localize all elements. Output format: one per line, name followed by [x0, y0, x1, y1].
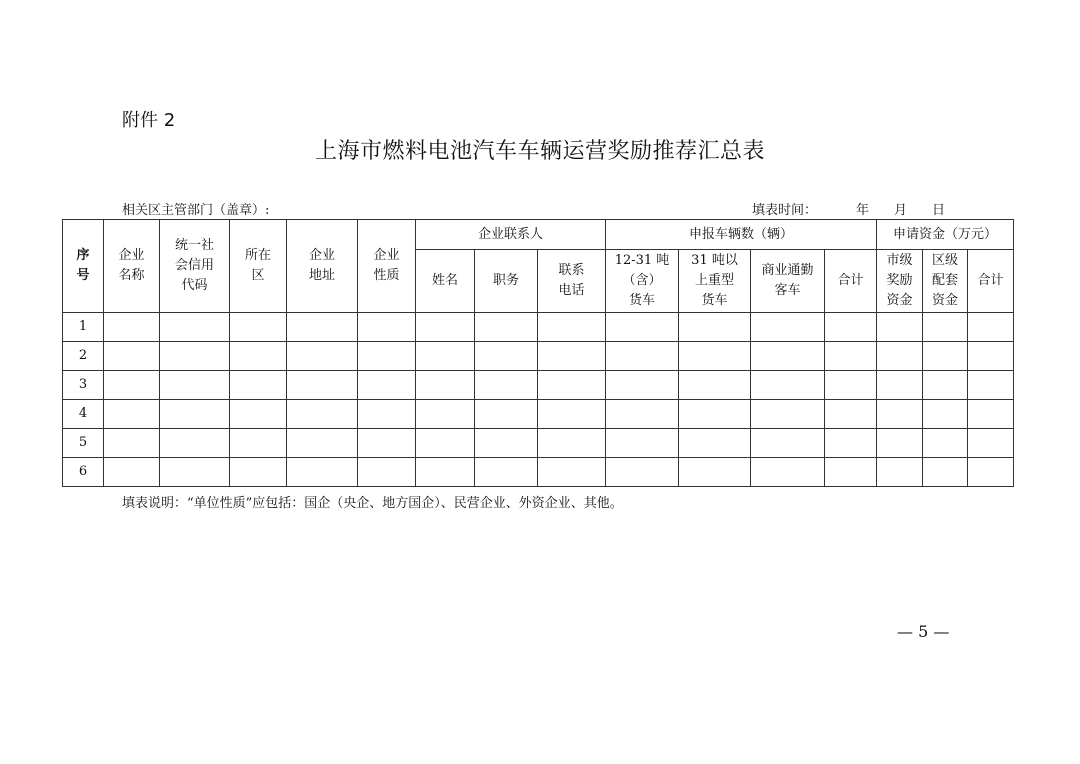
row-number: 2	[63, 342, 104, 371]
row-number: 4	[63, 400, 104, 429]
table-cell	[968, 371, 1014, 400]
table-cell	[287, 371, 358, 400]
table-cell	[751, 400, 825, 429]
fill-date-label: 填表时间：	[752, 203, 818, 218]
table-cell	[923, 458, 968, 487]
table-cell	[923, 400, 968, 429]
table-cell	[475, 371, 538, 400]
attachment-label: 附件 2	[122, 110, 176, 131]
month-label: 月	[894, 203, 908, 218]
table-cell	[825, 342, 877, 371]
header-fund-city: 市级 奖励 资金	[877, 250, 923, 313]
row-number: 5	[63, 429, 104, 458]
table-cell	[287, 458, 358, 487]
header-fund-total: 合计	[968, 250, 1014, 313]
table-cell	[538, 371, 606, 400]
table-cell	[923, 342, 968, 371]
table-cell	[679, 429, 751, 458]
table-row	[63, 371, 1014, 400]
row-number: 6	[63, 458, 104, 487]
header-veh-31-plus: 31 吨以 上重型 货车	[679, 250, 751, 313]
table-row	[63, 342, 1014, 371]
year-label: 年	[856, 203, 870, 218]
row-number: 1	[63, 313, 104, 342]
table-cell	[825, 458, 877, 487]
table-cell	[968, 429, 1014, 458]
table-cell	[877, 458, 923, 487]
table-cell	[877, 429, 923, 458]
table-cell	[751, 342, 825, 371]
table-cell	[877, 313, 923, 342]
table-cell	[358, 342, 416, 371]
table-cell	[160, 458, 230, 487]
table-cell	[751, 313, 825, 342]
table-cell	[606, 400, 679, 429]
table-cell	[923, 429, 968, 458]
table-cell	[606, 342, 679, 371]
table-cell	[475, 458, 538, 487]
header-row-1	[63, 220, 1014, 250]
table-cell	[877, 400, 923, 429]
table-cell	[825, 371, 877, 400]
table-cell	[104, 313, 160, 342]
page-title: 上海市燃料电池汽车车辆运营奖励推荐汇总表	[314, 139, 765, 164]
table-cell	[751, 371, 825, 400]
table-cell	[230, 342, 287, 371]
table-cell	[825, 400, 877, 429]
table-cell	[358, 371, 416, 400]
table-cell	[104, 429, 160, 458]
table-cell	[606, 371, 679, 400]
header-contact-title: 职务	[475, 250, 538, 313]
table-cell	[538, 429, 606, 458]
table-cell	[416, 400, 475, 429]
table-cell	[230, 429, 287, 458]
header-group-vehicles: 申报车辆数（辆）	[606, 220, 877, 250]
header-address: 企业 地址	[287, 220, 358, 313]
table-cell	[160, 342, 230, 371]
header-veh-12-31: 12-31 吨 （含） 货车	[606, 250, 679, 313]
department-seal-label: 相关区主管部门（盖章）:	[122, 203, 270, 218]
table-cell	[475, 429, 538, 458]
table-cell	[606, 458, 679, 487]
table-cell	[358, 429, 416, 458]
table-cell	[751, 429, 825, 458]
row-number: 3	[63, 371, 104, 400]
table-cell	[287, 342, 358, 371]
table-cell	[287, 313, 358, 342]
table-cell	[679, 342, 751, 371]
table-cell	[475, 313, 538, 342]
table-row	[63, 313, 1014, 342]
table-cell	[230, 371, 287, 400]
header-veh-commuter: 商业通勤 客车	[751, 250, 825, 313]
table-cell	[923, 313, 968, 342]
table-cell	[104, 458, 160, 487]
header-group-contact: 企业联系人	[416, 220, 606, 250]
table-cell	[104, 400, 160, 429]
fill-instructions: 填表说明：“单位性质”应包括：国企（央企、地方国企）、民营企业、外资企业、其他。	[122, 496, 623, 511]
table-cell	[160, 313, 230, 342]
header-district: 所在 区	[230, 220, 287, 313]
table-cell	[416, 429, 475, 458]
header-fund-district: 区级 配套 资金	[923, 250, 968, 313]
table-cell	[877, 371, 923, 400]
table-body	[63, 313, 1014, 487]
header-contact-phone: 联系 电话	[538, 250, 606, 313]
header-credit-code: 统一社 会信用 代码	[160, 220, 230, 313]
header-contact-name: 姓名	[416, 250, 475, 313]
table-cell	[923, 371, 968, 400]
header-veh-total: 合计	[825, 250, 877, 313]
table-cell	[416, 371, 475, 400]
table-cell	[968, 458, 1014, 487]
table-cell	[538, 342, 606, 371]
table-cell	[538, 400, 606, 429]
table-cell	[160, 429, 230, 458]
table-cell	[968, 400, 1014, 429]
table-cell	[287, 429, 358, 458]
table-cell	[416, 313, 475, 342]
fill-date	[752, 199, 945, 218]
table-cell	[968, 313, 1014, 342]
header-nature: 企业 性质	[358, 220, 416, 313]
table-cell	[160, 400, 230, 429]
header-group-funds: 申请资金（万元）	[877, 220, 1014, 250]
table-cell	[679, 371, 751, 400]
table-cell	[230, 400, 287, 429]
table-cell	[416, 342, 475, 371]
table-cell	[230, 458, 287, 487]
table-cell	[287, 400, 358, 429]
table-cell	[679, 458, 751, 487]
table-cell	[230, 313, 287, 342]
table-cell	[475, 400, 538, 429]
table-cell	[606, 429, 679, 458]
table-row	[63, 458, 1014, 487]
table-cell	[416, 458, 475, 487]
table-cell	[751, 458, 825, 487]
table-cell	[475, 342, 538, 371]
table-cell	[825, 429, 877, 458]
header-seq: 序 号	[63, 220, 104, 313]
page-number: — 5 —	[897, 622, 950, 641]
table-cell	[606, 313, 679, 342]
table-cell	[538, 458, 606, 487]
table-row	[63, 429, 1014, 458]
table-cell	[877, 342, 923, 371]
table-cell	[160, 371, 230, 400]
table-cell	[104, 342, 160, 371]
table-cell	[825, 313, 877, 342]
header-company-name: 企业 名称	[104, 220, 160, 313]
table-cell	[358, 458, 416, 487]
table-cell	[679, 313, 751, 342]
table-cell	[679, 400, 751, 429]
day-label: 日	[932, 203, 946, 218]
table-cell	[968, 342, 1014, 371]
table-cell	[538, 313, 606, 342]
table-cell	[358, 313, 416, 342]
table-cell	[104, 371, 160, 400]
table-row	[63, 400, 1014, 429]
summary-table	[62, 219, 1014, 487]
table-cell	[358, 400, 416, 429]
